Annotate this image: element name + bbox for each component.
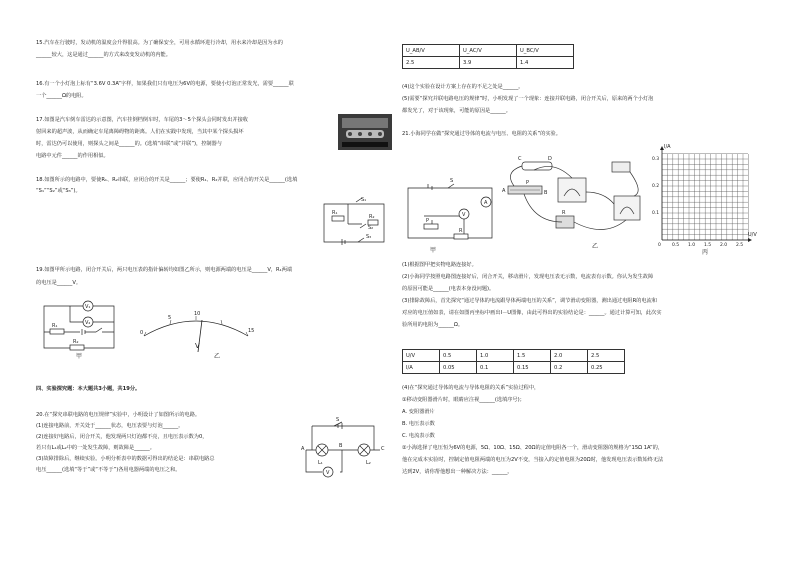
text-line: 的电压是______V。 xyxy=(36,280,82,286)
circuit-figure-21-jia xyxy=(404,180,502,252)
table-row xyxy=(403,350,625,362)
text-line: (2)连接好电路后，闭合开关，他发现两只灯泡都不亮，且电压表示数为0， xyxy=(36,434,208,440)
question-17 xyxy=(36,117,248,165)
cell: 2.0 xyxy=(551,350,588,362)
text-line: 射回来的超声波，从而确定车尾离障碍物的距离。人们在实践中发现，当其中某个探头损坏 xyxy=(36,129,244,135)
text-line: 电路中元件______的作用相似。 xyxy=(36,153,109,159)
text-line: (3)故障排除后，继续实验。小明分析表中的数据可得出的结论是：串联电路总 xyxy=(36,456,215,462)
text-line: 电压______(选填“等于”或“不等于”)各用电器两端的电压之和。 xyxy=(36,467,181,473)
r1-label: R₁ xyxy=(52,323,58,329)
x-tick-0: 0 xyxy=(658,243,661,248)
p-label: P xyxy=(426,218,430,224)
text-line: B. 电压表示数 xyxy=(402,421,435,427)
voltmeter-dial-yi xyxy=(136,312,256,368)
c-label: C xyxy=(518,156,522,162)
cell: 1.0 xyxy=(477,350,514,362)
section-4-heading: 四、实验探究题：本大题共3小题，共19分。 xyxy=(36,386,141,392)
question-21-parts xyxy=(402,262,662,334)
text-line: 20.在“探究串联电路的电压规律”实验中，小明设计了如图所示的电路。 xyxy=(36,412,201,418)
cell-uac: 3.9 xyxy=(460,57,517,69)
a-label: A xyxy=(301,446,305,452)
text-line: (5)需要“探究并联电路电压的规律”时，小明发现了一个现象：连接并联电路，闭合开关后，原来的两个小灯泡 xyxy=(402,96,654,102)
v-label: V xyxy=(326,470,330,476)
text-line: 达到2V，请你帮他想出一种解决方法：______。 xyxy=(402,469,513,475)
x-tick-1.0: 1.0 xyxy=(688,243,696,248)
c-label: C xyxy=(381,446,385,452)
r-resistor-label: R xyxy=(562,210,566,216)
question-16 xyxy=(36,81,294,105)
a-terminal-label: A xyxy=(502,188,506,194)
s-label: S xyxy=(450,178,454,184)
text-line: ______较大，这是通过______的方式来改变发动机的内能。 xyxy=(36,52,171,58)
cell: 0.25 xyxy=(588,362,625,374)
text-line: 验所用的电阻为______Ω。 xyxy=(402,322,464,328)
r-label: R xyxy=(459,228,463,234)
text-line: 都发光了，对于该现象，可能的原因是______。 xyxy=(402,108,511,114)
x-tick-0.5: 0.5 xyxy=(672,243,680,248)
cell: 0.5 xyxy=(440,350,477,362)
text-line: 若只有L₁或L₂中的一处发生故障，则故障是______。 xyxy=(36,445,155,451)
text-line: 19.如图甲所示电路，闭合开关后，两只电压表的指针偏转均如图乙所示，则电源两端的电压是______V，R₁两端 xyxy=(36,267,293,273)
cell-uab: 2.5 xyxy=(403,57,460,69)
apparatus-figure-21-yi xyxy=(494,152,644,248)
bing-label: 丙 xyxy=(702,249,709,256)
l1-label: L₁ xyxy=(318,460,323,466)
text-line: (1)连接电路前，开关处于______状态，电压表要与灯泡______。 xyxy=(36,423,184,429)
r2-label: R₂ xyxy=(369,214,375,220)
cell: 0.05 xyxy=(440,362,477,374)
text-line: “S₁”“S₂”或“S₃”)。 xyxy=(36,188,81,194)
tick-15: 15 xyxy=(248,328,255,334)
cell: U/V xyxy=(403,350,440,362)
text-line: 他在完成本实验时，控制定值电阻两端的电压为2V不变，当接入的定值电阻为20Ω时，他发现电压表示数始终无法 xyxy=(402,457,664,463)
cell: 1.5 xyxy=(514,350,551,362)
text-line: 时，雷达仍可以使用，则探头之间是______的。(选填“串联”或“并联”)，控制器与 xyxy=(36,141,222,147)
left-column xyxy=(36,0,394,562)
question-15 xyxy=(36,40,283,64)
r2-label: R₂ xyxy=(73,339,79,345)
tick-0: 0 xyxy=(140,330,144,336)
circuit-figure-18 xyxy=(318,197,390,246)
text-line: A. 变阻器滑片 xyxy=(402,409,435,415)
graph-figure-21-bing xyxy=(652,146,760,254)
text-line: C. 电流表示数 xyxy=(402,433,435,439)
tick-5: 5 xyxy=(168,315,172,321)
v2-label: V₂ xyxy=(85,320,91,326)
x-axis-label: U/V xyxy=(748,232,757,238)
b-label: B xyxy=(339,443,343,449)
text-line: (2)小海同学按照电路图连接好后，闭合开关，移动滑片，发现电压表无示数，电流表有示数。你认为发生故障 xyxy=(402,274,654,280)
text-line: (3)排除故障后，首先探究“通过导体的电流跟导体两端电压的关系”，调节滑动变阻器，测出通过电阻R的电流和 xyxy=(402,298,657,304)
tick-10: 10 xyxy=(194,311,201,317)
x-tick-2.0: 2.0 xyxy=(720,243,728,248)
text-line: 17.如图是汽车倒车雷达的示意图，汽车挂倒档倒车时，车尾的3～5个探头会同时发出并接收 xyxy=(36,117,248,123)
s-label: S xyxy=(336,417,340,423)
text-line: 16.有一个小灯泡上标有“3.6V 0.3A”字样，如果我们只有电压为6V的电源，要使小灯泡正常发光，需要______联 xyxy=(36,81,294,87)
cell: I/A xyxy=(403,362,440,374)
question-20 xyxy=(36,412,215,478)
l2-label: L₂ xyxy=(366,460,371,466)
header-ubc: U_BC/V xyxy=(517,45,574,57)
text-line: ②小海选择了电压恒为6V的电源，5Ω、10Ω、15Ω、20Ω的定值电阻各一个，滑动变阻器的规格为“15Ω 1A”的， xyxy=(402,445,664,451)
a-label: A xyxy=(484,200,488,206)
v-unit: V xyxy=(195,342,200,350)
question-19 xyxy=(36,267,292,293)
text-line: (4)这个实验在设计方案上存在的不足之处是______。 xyxy=(402,84,524,90)
s1-label: S₁ xyxy=(361,197,367,203)
circuit-figure-19-jia xyxy=(40,296,118,358)
iu-table xyxy=(402,349,625,374)
question-20-continued xyxy=(402,84,653,120)
jia-label: 甲 xyxy=(430,247,437,254)
s2-label: S₂ xyxy=(368,225,374,231)
header-uac: U_AC/V xyxy=(460,45,517,57)
v-label: V xyxy=(462,212,466,218)
x-tick-1.5: 1.5 xyxy=(704,243,712,248)
p-slider-label: P xyxy=(526,180,530,186)
text-line: 的原因可能是______(电表本身没问题)。 xyxy=(402,286,495,292)
text-line: 18.如图所示的电路中，要使R₁、R₂串联，应闭合的开关是______；要使R₁、R₂并联，应闭合的开关是______(选填 xyxy=(36,177,298,183)
y-tick-0.2: 0.2 xyxy=(652,184,660,189)
circuit-figure-20 xyxy=(298,417,388,482)
yi-label: 乙 xyxy=(592,243,599,250)
cell: 0.2 xyxy=(551,362,588,374)
cell: 0.15 xyxy=(514,362,551,374)
text-line: (1)根据图甲把实物电路连接好。 xyxy=(402,262,477,268)
cell: 0.1 xyxy=(477,362,514,374)
right-column xyxy=(402,0,762,562)
y-axis-label: I/A xyxy=(664,144,671,150)
text-line: ①移动变阻器滑片时，眼睛应注视______(选填序号)； xyxy=(402,397,525,403)
v1-label: V₁ xyxy=(85,304,91,310)
y-tick-0.1: 0.1 xyxy=(652,211,660,216)
jia-label: 甲 xyxy=(76,353,83,360)
question-21-title: 21.小海同学在做“探究通过导体的电流与电压、电阻的关系”的实验。 xyxy=(402,131,561,137)
r1-label: R₁ xyxy=(332,210,338,216)
cell: 2.5 xyxy=(588,350,625,362)
question-21-continued xyxy=(402,385,663,481)
text-line: 15.汽车在行驶时，发动机的温度会升得很高。为了确保安全，可用水循环进行冷却，用水来冷却是因为水的 xyxy=(36,40,283,46)
y-tick-0.3: 0.3 xyxy=(652,157,660,162)
text-line: 一个______Ω的电阻。 xyxy=(36,93,87,99)
car-radar-photo xyxy=(338,114,392,150)
x-tick-2.5: 2.5 xyxy=(736,243,744,248)
text-line: 对应的电压值如表，请在如图丙坐标中画出I－U图像，由此可得出的实验结论是：______。通过计算可知，此次实 xyxy=(402,310,662,316)
table-row xyxy=(403,362,625,374)
d-label: D xyxy=(548,156,552,162)
voltage-table xyxy=(402,44,574,69)
header-uab: U_AB/V xyxy=(403,45,460,57)
b-label: B xyxy=(544,190,548,196)
question-18 xyxy=(36,177,297,199)
yi-label: 乙 xyxy=(214,353,221,360)
text-line: (4)在“探究通过导体的电流与导体电阻的关系”实验过程中， xyxy=(402,385,540,391)
cell-ubc: 1.4 xyxy=(517,57,574,69)
s3-label: S₃ xyxy=(366,234,372,240)
